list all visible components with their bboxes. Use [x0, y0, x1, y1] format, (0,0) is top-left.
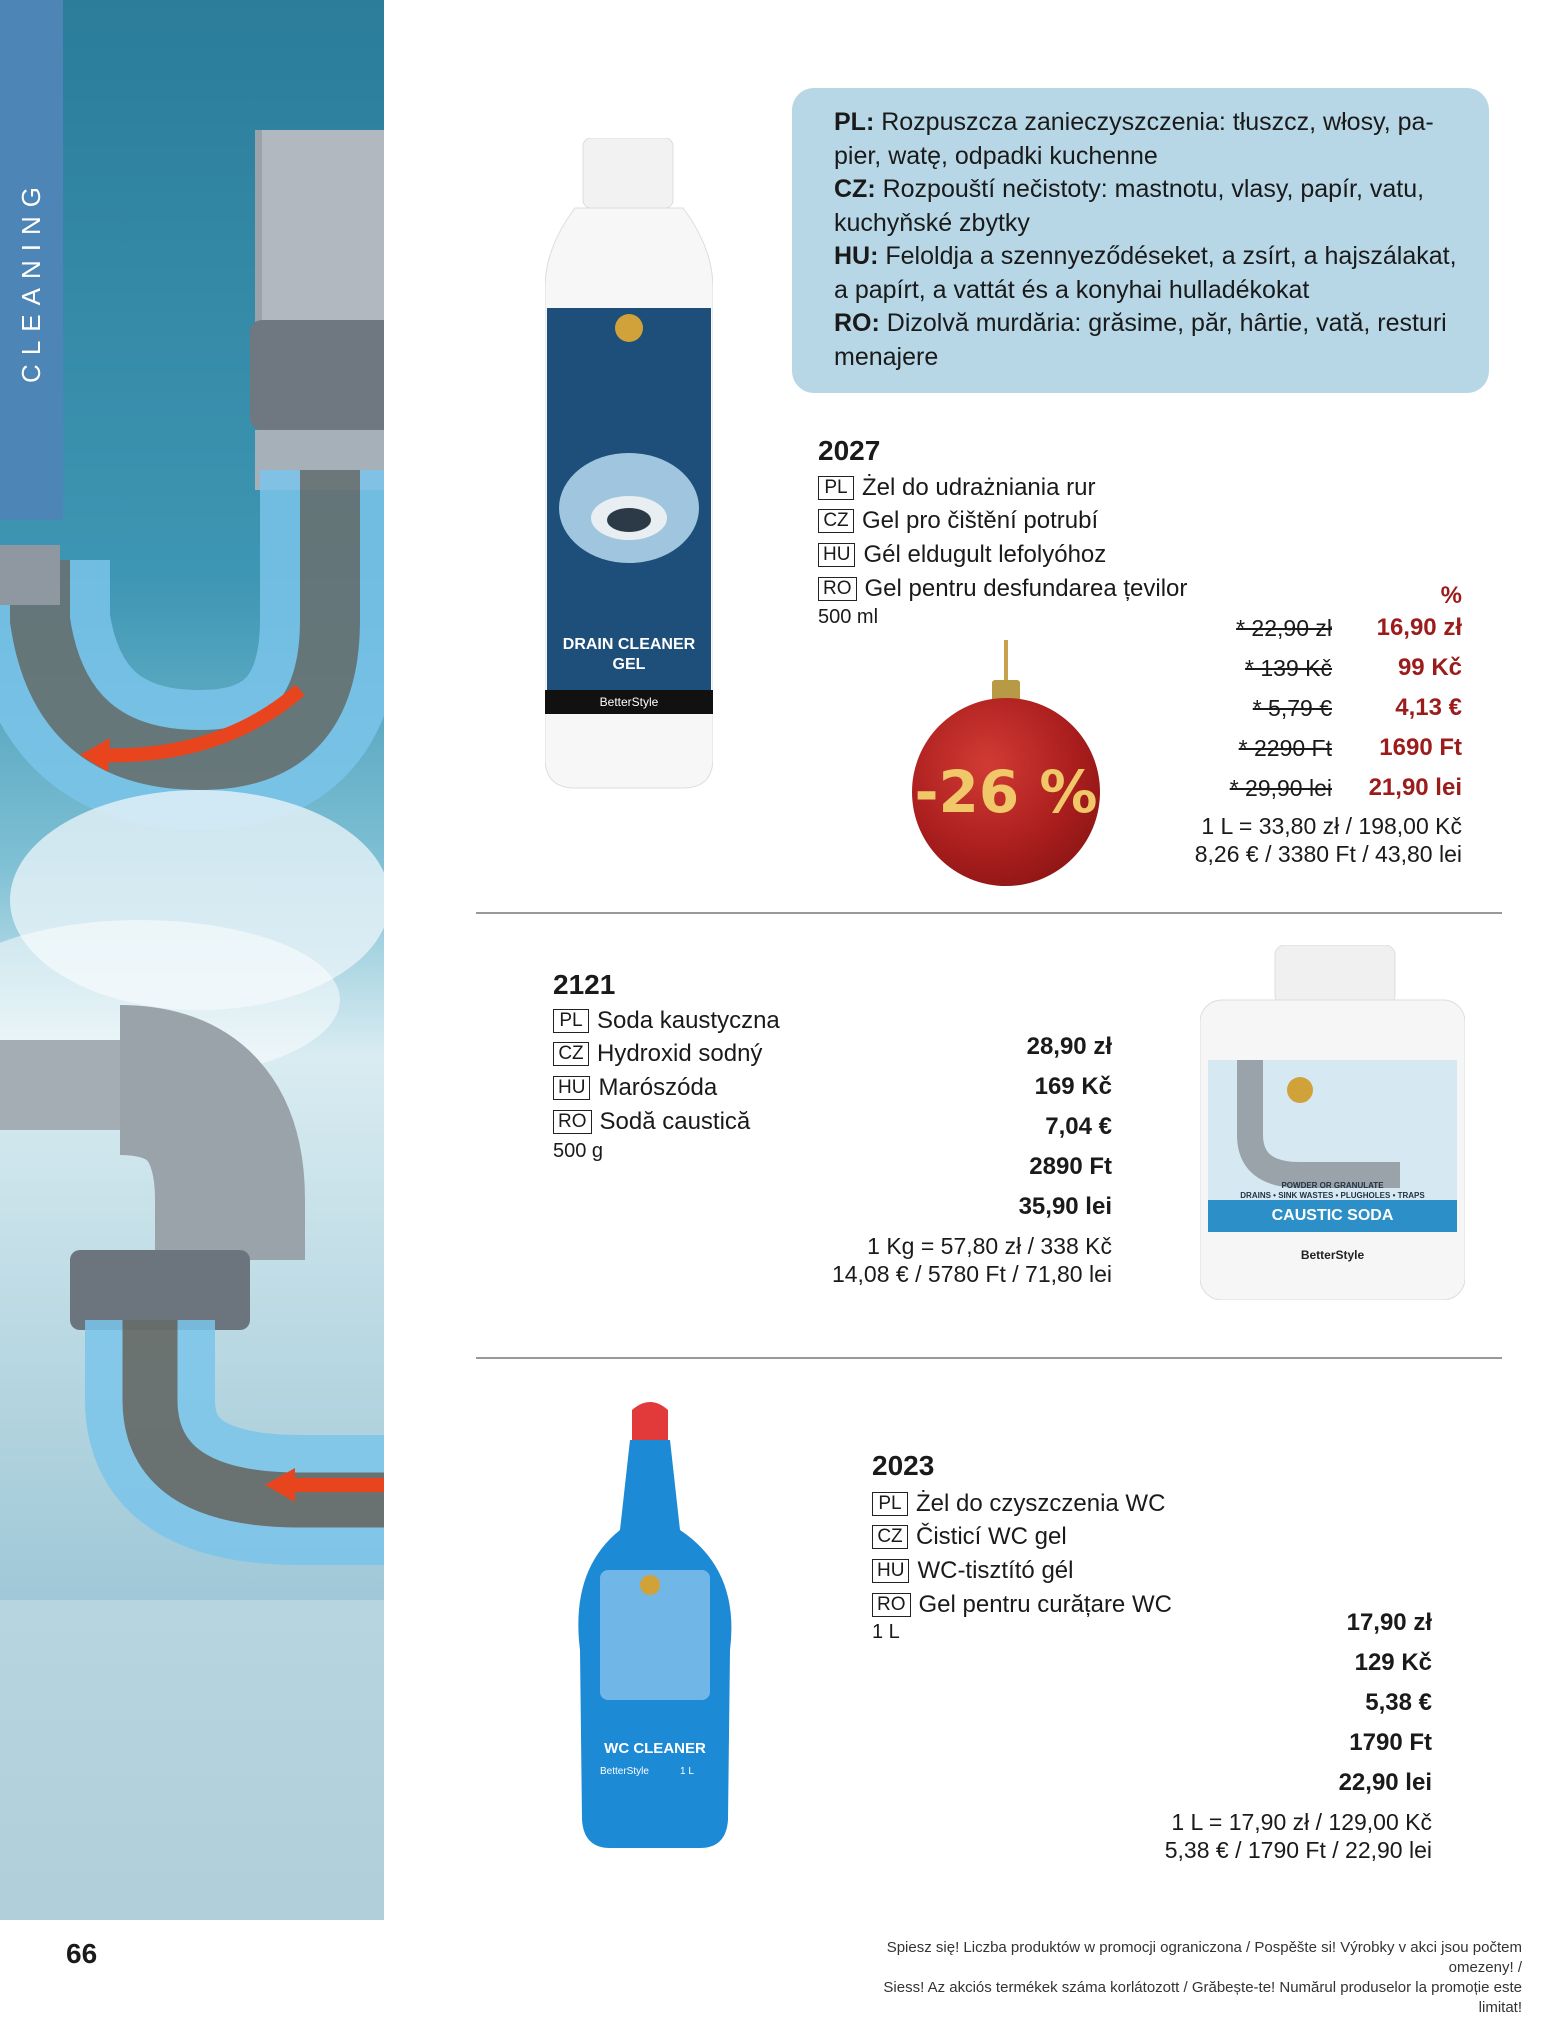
- product-name: Żel do czyszczenia WC: [916, 1489, 1166, 1517]
- lang-badge: RO: [553, 1110, 592, 1134]
- lang-badge: PL: [872, 1492, 908, 1516]
- old-prices: [1160, 608, 1332, 808]
- bottle-label: WC CLEANER: [604, 1740, 706, 1757]
- product-name: Sodă caustică: [599, 1107, 751, 1135]
- lang-badge: PL: [553, 1009, 589, 1033]
- price: 1790 Ft: [1349, 1729, 1432, 1756]
- caustic-soda-container-image: [1200, 945, 1465, 1300]
- product-name: Gel pro čištění potrubí: [862, 507, 1099, 535]
- container-label: POWDER OR GRANULATE: [1281, 1181, 1384, 1190]
- prices: [1220, 1603, 1432, 1803]
- discount-badge: -26 %: [914, 758, 1098, 826]
- description-line: HU: Feloldja a szennyeződéseket, a zsírt, a hajszálakat,: [834, 242, 1457, 270]
- product-code: 2023: [872, 1450, 935, 1481]
- wc-cleaner-bottle-image: [570, 1400, 740, 1850]
- lang-badge: CZ: [553, 1042, 589, 1066]
- description-line: CZ: Rozpouští nečistoty: mastnotu, vlasy, papír, vatu,: [834, 175, 1425, 203]
- description-line: RO: Dizolvă murdăria: grăsime, păr, hârtie, vată, resturi: [834, 309, 1447, 337]
- brand-label: BetterStyle: [545, 690, 713, 714]
- lang-badge: PL: [818, 476, 854, 500]
- promo-price: 4,13 €: [1395, 694, 1462, 721]
- product-name-row: [553, 1071, 780, 1105]
- product-name: Gel pentru desfundarea țevilor: [864, 574, 1188, 602]
- promo-price: 21,90 lei: [1368, 774, 1462, 801]
- product-size: 500 g: [553, 1140, 604, 1162]
- lang-badge: HU: [872, 1559, 909, 1583]
- price: 35,90 lei: [1018, 1193, 1112, 1220]
- old-price: * 2290 Ft: [1238, 735, 1332, 761]
- product-name-row: [553, 1105, 780, 1139]
- price: 7,04 €: [1045, 1113, 1112, 1140]
- price: 129 Kč: [1354, 1649, 1432, 1676]
- container-label: DRAINS • SINK WASTES • PLUGHOLES • TRAPS: [1240, 1191, 1425, 1200]
- description-text: [834, 106, 1474, 374]
- product-size: 500 ml: [818, 606, 879, 628]
- product-names: [818, 471, 1187, 605]
- old-price: * 22,90 zł: [1236, 615, 1332, 641]
- unit-price-line: 5,38 € / 1790 Ft / 22,90 lei: [1164, 1837, 1432, 1863]
- prices: [900, 1027, 1112, 1227]
- ornament-chain: [1004, 640, 1008, 682]
- product-name-row: [872, 1521, 1172, 1555]
- old-price: * 5,79 €: [1252, 695, 1332, 721]
- description-line: a papírt, a vattát és a konyhai hulladékokat: [834, 275, 1310, 304]
- drain-cleaner-bottle-image: [545, 138, 713, 798]
- product-names: [553, 1004, 780, 1138]
- unit-price-line: 1 L = 17,90 zł / 129,00 Kč: [1171, 1809, 1432, 1835]
- bottle-label: DRAIN CLEANER GEL: [562, 636, 696, 673]
- unit-price-line: 14,08 € / 5780 Ft / 71,80 lei: [831, 1261, 1112, 1287]
- brand-label: BetterStyle: [600, 1766, 649, 1777]
- product-name: Gel pentru curățare WC: [918, 1590, 1172, 1618]
- unit-price: [1080, 1808, 1432, 1864]
- product-name-row: [818, 471, 1187, 505]
- product-name-row: [553, 1004, 780, 1038]
- lang-badge: CZ: [872, 1525, 908, 1549]
- promo-prices: [1340, 608, 1462, 808]
- lang-badge: HU: [553, 1076, 590, 1100]
- promo-price: 16,90 zł: [1376, 614, 1462, 641]
- description-line: menajere: [834, 342, 939, 371]
- product-code: 2121: [553, 969, 616, 1000]
- price: 22,90 lei: [1338, 1769, 1432, 1796]
- product-name: Gél eldugult lefolyóhoz: [863, 540, 1107, 568]
- category-label: CLEANING: [16, 177, 47, 383]
- product-name: WC-tisztító gél: [917, 1556, 1074, 1584]
- price: 28,90 zł: [1026, 1033, 1112, 1060]
- lang-badge: CZ: [818, 509, 854, 533]
- product-name-row: [872, 1588, 1172, 1622]
- description-line: pier, watę, odpadki kuchenne: [834, 141, 1158, 170]
- product-name-row: [818, 505, 1187, 539]
- product-name-row: [818, 572, 1187, 606]
- container-label: CAUSTIC SODA: [1271, 1207, 1394, 1224]
- page-number: 66: [66, 1938, 98, 1969]
- unit-price: [1100, 812, 1462, 868]
- unit-price-line: 8,26 € / 3380 Ft / 43,80 lei: [1194, 841, 1462, 867]
- product-name-row: [872, 1554, 1172, 1588]
- lang-badge: RO: [818, 577, 857, 601]
- lang-badge: RO: [872, 1593, 911, 1617]
- price: 17,90 zł: [1346, 1609, 1432, 1636]
- product-size: 1 L: [872, 1621, 900, 1643]
- product-name: Hydroxid sodný: [597, 1040, 763, 1068]
- volume-label: 1 L: [680, 1766, 694, 1777]
- brand-label: BetterStyle: [1300, 1248, 1365, 1262]
- unit-price-line: 1 Kg = 57,80 zł / 338 Kč: [867, 1233, 1112, 1259]
- product-name: Soda kaustyczna: [597, 1006, 780, 1034]
- promo-price: 99 Kč: [1397, 654, 1462, 681]
- product-name: Żel do udrażniania rur: [862, 473, 1096, 501]
- old-price: * 29,90 lei: [1229, 775, 1332, 801]
- percent-symbol: %: [1440, 582, 1462, 609]
- description-line: PL: Rozpuszcza zanieczyszczenia: tłuszcz, włosy, pa-: [834, 108, 1434, 136]
- product-name: Čisticí WC gel: [916, 1523, 1067, 1551]
- product-name-row: [818, 538, 1187, 572]
- section-divider: [476, 912, 1502, 914]
- promotion-disclaimer: Spiesz się! Liczba produktów w promocji ograniczona / Pospěšte si! Výrobky v akci jsou počtem omezeny! / Siess! Az akciós termékek száma korlátozott / Grăbește-te! Numărul produselor la promoție este limitat!: [883, 1939, 1522, 2016]
- old-price: * 139 Kč: [1245, 655, 1332, 681]
- unit-price-line: 1 L = 33,80 zł / 198,00 Kč: [1201, 813, 1462, 839]
- price: 169 Kč: [1034, 1073, 1112, 1100]
- description-line: kuchyňské zbytky: [834, 208, 1030, 237]
- product-names: [872, 1487, 1172, 1621]
- product-name-row: [553, 1038, 780, 1072]
- price: 5,38 €: [1365, 1689, 1432, 1716]
- promo-price: 1690 Ft: [1379, 734, 1462, 761]
- unit-price: [780, 1232, 1112, 1288]
- price: 2890 Ft: [1029, 1153, 1112, 1180]
- section-divider: [476, 1357, 1502, 1359]
- product-code: 2027: [818, 435, 881, 466]
- lang-badge: HU: [818, 543, 855, 567]
- product-name-row: [872, 1487, 1172, 1521]
- product-name: Marószóda: [598, 1073, 718, 1101]
